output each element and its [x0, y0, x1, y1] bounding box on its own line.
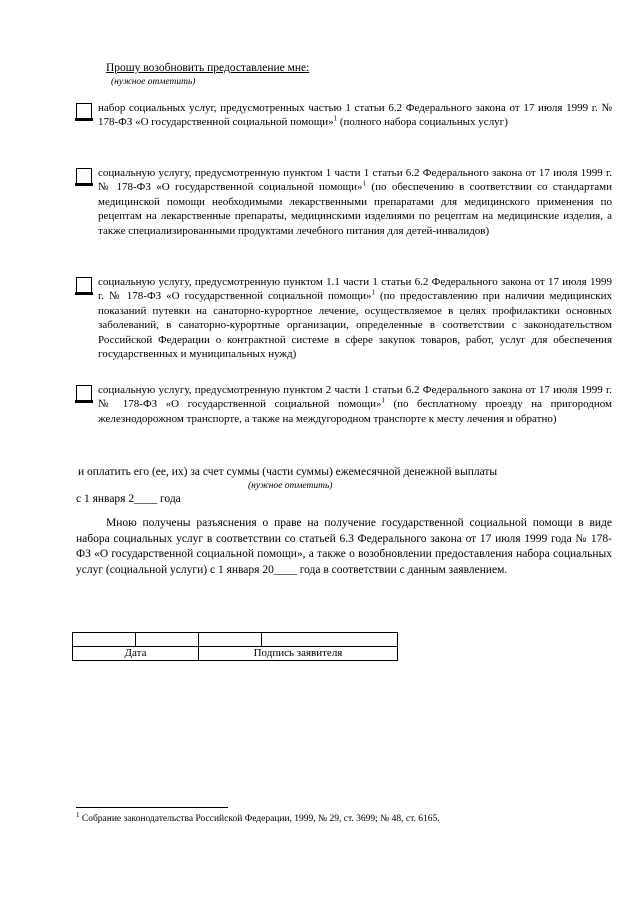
date-label: Дата [73, 647, 199, 661]
option-sanatorium-text: социальную услугу, предусмотренную пунктом 1.1 части 1 статьи 6.2 Федерального закона от 17 июля 1999 г. № 178-ФЗ «О государственной социальной помощи»$^1$ (по предоставлению при наличии медицинских показаний путевки на санаторно-курортное лечение, осуществляемое в целях профилактики основных заболеваний, в санаторно-курортные организации, определенные в соответствии с законодательством Российской Федерации о контрактной системе в сфере закупок товаров, работ, услуг для обеспечения государственных и муниципальных нужд) [98, 276, 612, 361]
option-medication [76, 166, 612, 238]
explanation-paragraph: Мною получены разъяснения о праве на получение государственной социальной помощи в виде набора социальных услуг в соответствии со статьей 6.3 Федерального закона от 17 июля 1999 года № 178-ФЗ «О государственной социальной помощи», а также о возобновлении предоставления набора социальных услуг (социальной услуги) с 1 января 20____ года в соответствии с данным заявлением. [76, 517, 612, 576]
option-transport-checkbox[interactable] [76, 385, 92, 401]
page-heading: Прошу возобновить предоставление мне: [106, 62, 310, 74]
payment-line: и оплатить его (ее, их) за счет суммы (части суммы) ежемесячной денежной выплаты [78, 466, 498, 478]
option-sanatorium-checkbox[interactable] [76, 277, 92, 293]
option-medication-checkbox[interactable] [76, 168, 92, 184]
option-transport-text: социальную услугу, предусмотренную пунктом 2 части 1 статьи 6.2 Федерального закона от 17 июля 1999 г. № 178-ФЗ «О государственной социальной помощи»$^1$ (по бесплатному проезду на пригородном железнодорожном транспорте, а также на междугородном транспорте к месту лечения и обратно) [98, 384, 612, 425]
option-full-set-checkbox[interactable] [76, 103, 92, 119]
footnote-divider [76, 807, 228, 808]
signature-table [72, 632, 398, 661]
signature-label: Подпись заявителя [199, 647, 398, 661]
date-cell-1[interactable] [73, 633, 136, 647]
option-sanatorium [76, 275, 612, 361]
payment-note: (нужное отметить) [248, 481, 333, 491]
heading-note: (нужное отметить) [111, 77, 196, 87]
date-cell-2[interactable] [136, 633, 199, 647]
start-date[interactable]: с 1 января 2____ года [76, 493, 181, 505]
option-full-set [76, 101, 612, 130]
sign-cell-2[interactable] [262, 633, 398, 647]
sign-cell-1[interactable] [199, 633, 262, 647]
option-transport [76, 383, 612, 426]
footnote: $^1$ Собрание законодательства Российской Федерации, 1999, № 29, ст. 3699; № 48, ст. 6165. [76, 810, 440, 824]
option-medication-text: социальную услугу, предусмотренную пунктом 1 части 1 статьи 6.2 Федерального закона от 17 июля 1999 г. № 178-ФЗ «О государственной социальной помощи»$^1$ (по обеспечению в соответствии со стандартами медицинской помощи необходимыми лекарственными препаратами для медицинского применения по рецептам на лекарственные препараты, медицинскими изделиями по рецептам на медицинские изделия, а также специализированными продуктами лечебного питания для детей-инвалидов) [98, 167, 612, 237]
option-full-set-text: набор социальных услуг, предусмотренных частью 1 статьи 6.2 Федерального закона от 17 июля 1999 г. № 178-ФЗ «О государственной социальной помощи»$^1$ (полного набора социальных услуг) [98, 102, 612, 129]
